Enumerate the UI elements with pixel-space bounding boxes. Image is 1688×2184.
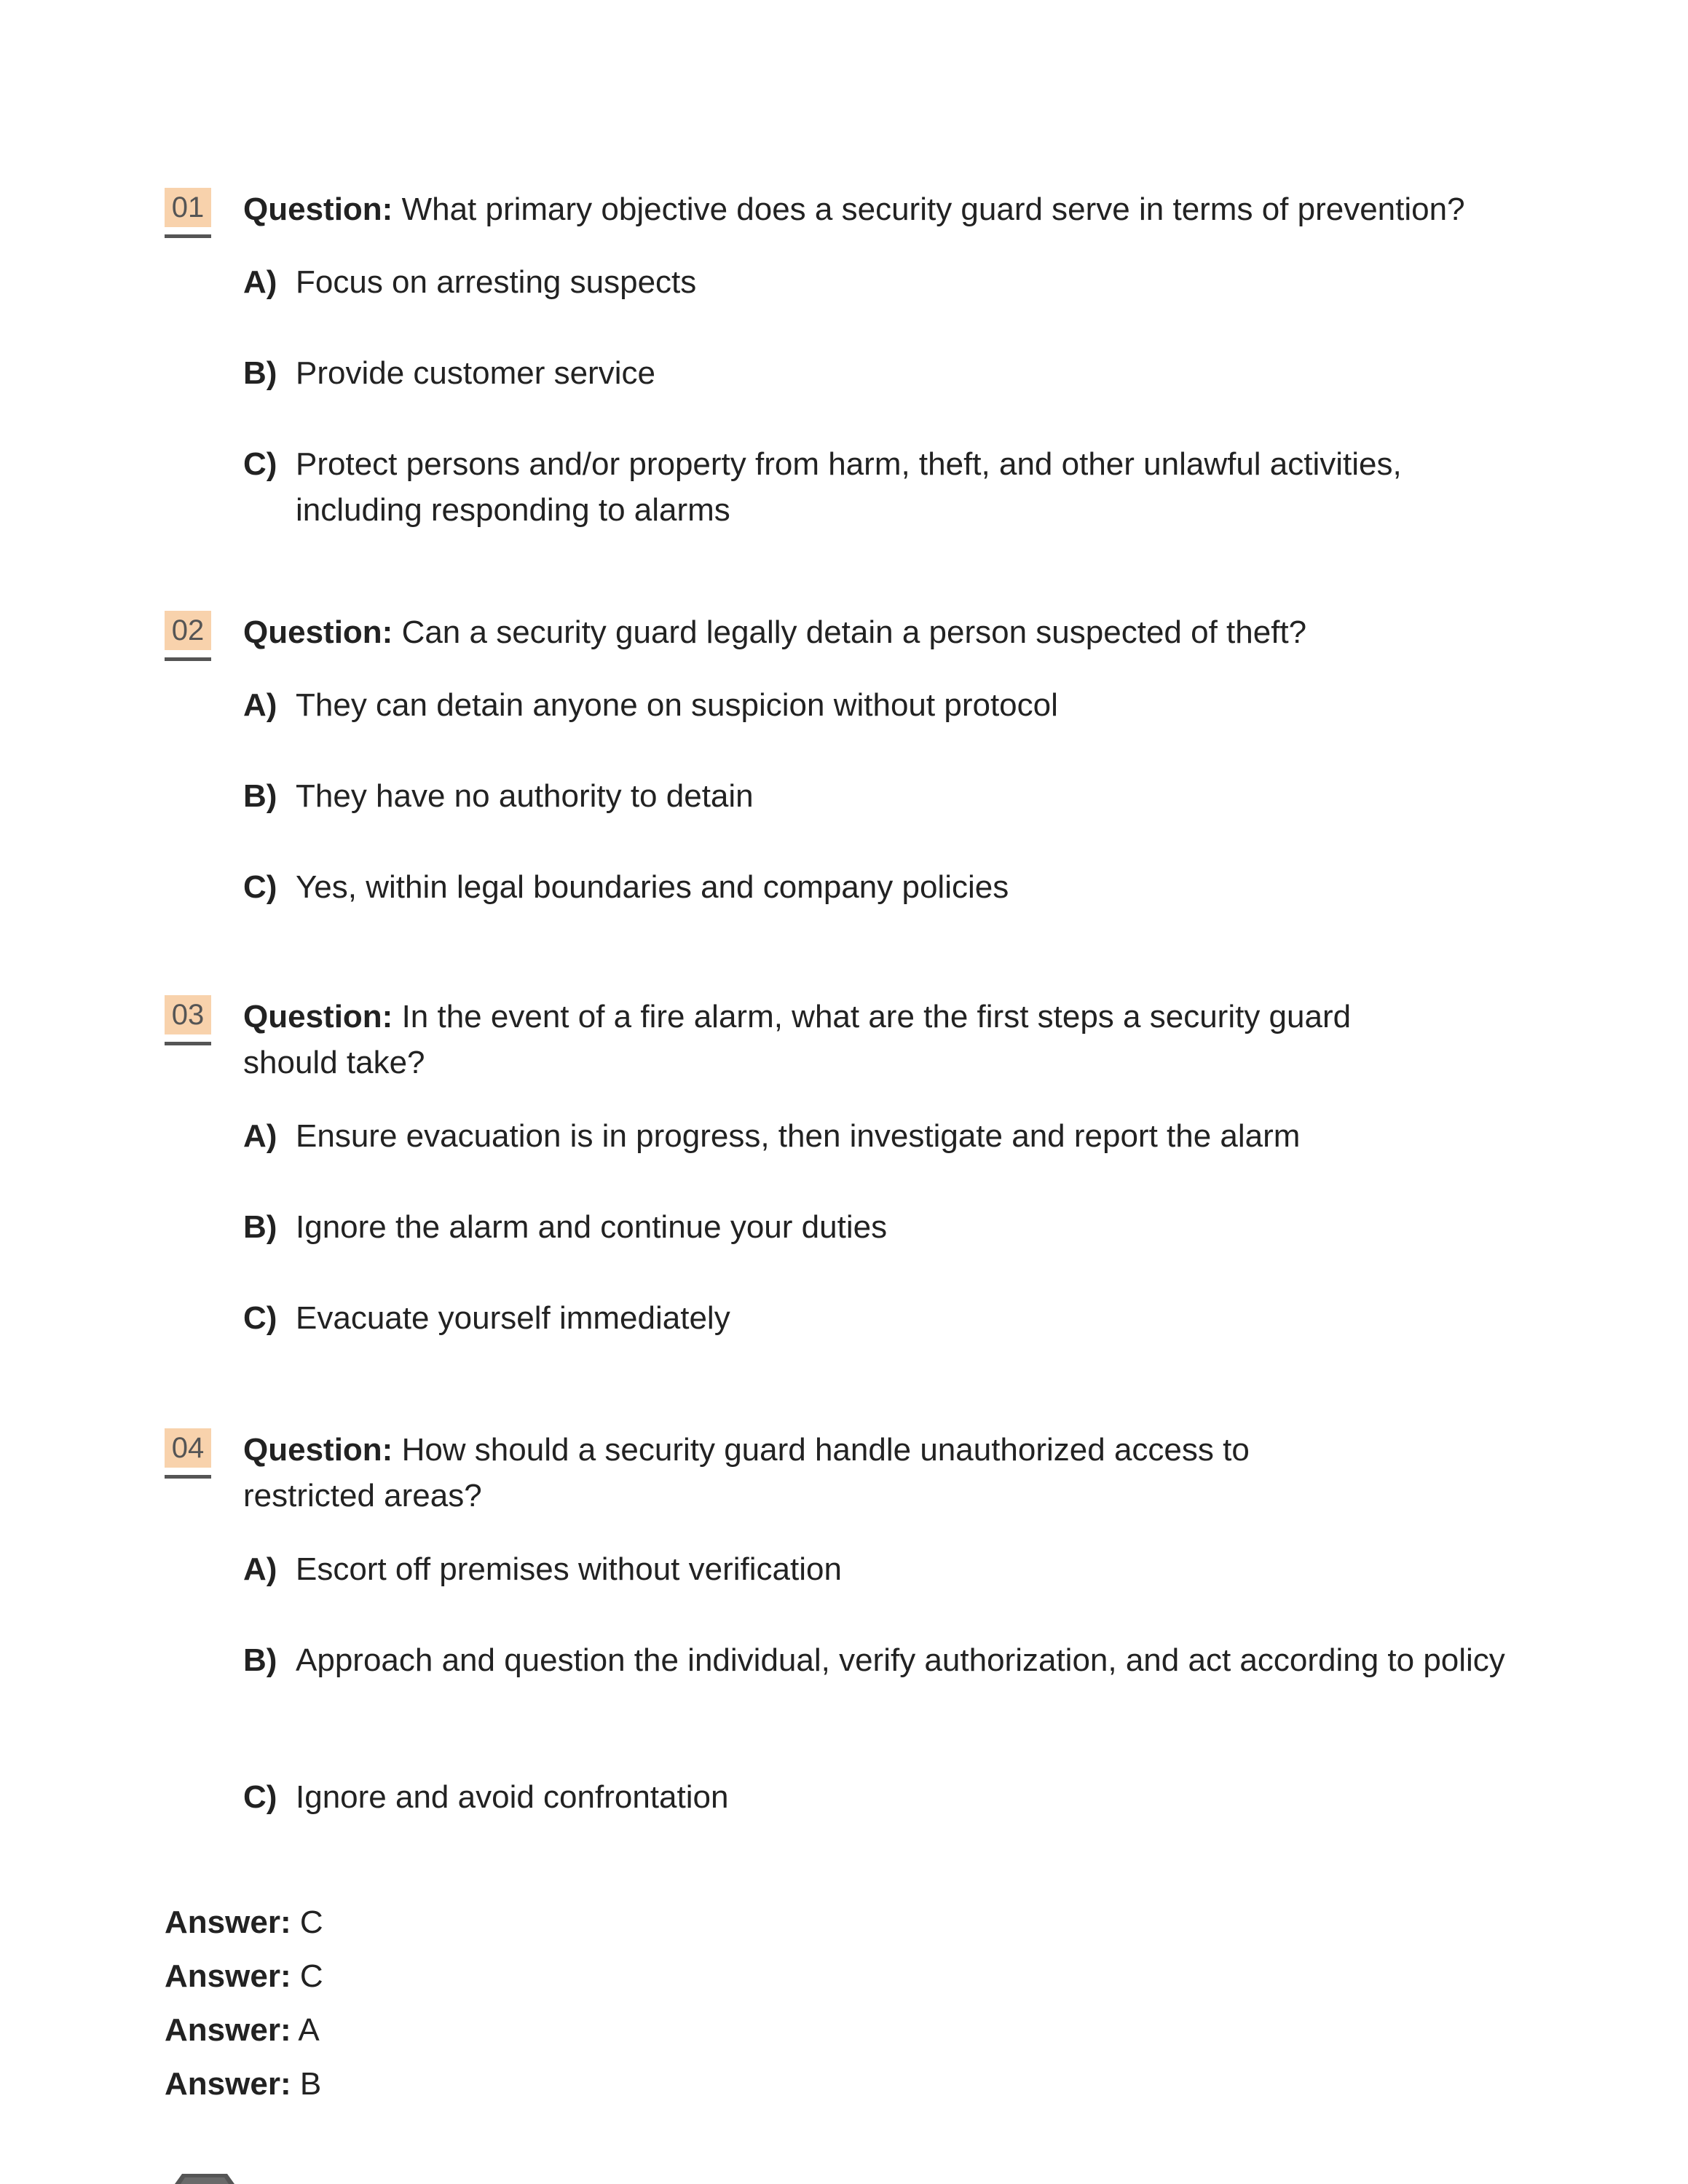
- question-body: What primary objective does a security guard serve in terms of prevention?: [401, 191, 1465, 227]
- option-a: [243, 259, 1627, 305]
- answer-value: C: [299, 1904, 323, 1940]
- option-c: [243, 1774, 1627, 1820]
- question-number-underline: [165, 1042, 211, 1045]
- option-letter: B): [243, 1642, 277, 1678]
- answer-line-3: [165, 2007, 320, 2053]
- question-number-badge: 04: [165, 1428, 211, 1468]
- question-number-underline: [165, 657, 211, 661]
- option-c: [243, 441, 1627, 533]
- option-letter: C): [243, 1779, 277, 1815]
- question-text: [243, 994, 1437, 1085]
- option-letter: B): [243, 1209, 277, 1245]
- answer-label: Answer:: [165, 2066, 291, 2102]
- option-text: They can detain anyone on suspicion without protocol: [296, 687, 1058, 723]
- option-c: [243, 1295, 1627, 1341]
- question-number-underline: [165, 234, 211, 238]
- answer-value: B: [299, 2066, 322, 2102]
- question-text: [243, 1427, 1350, 1519]
- question-number-badge: 03: [165, 995, 211, 1034]
- answer-value: A: [298, 2012, 320, 2048]
- option-c: [243, 864, 1627, 910]
- question-label: Question:: [243, 999, 393, 1034]
- option-text: Approach and question the individual, verify authorization, and act according to policy: [296, 1642, 1505, 1678]
- option-letter: C): [243, 446, 277, 482]
- question-text: [243, 186, 1685, 232]
- answer-line-1: [165, 1899, 323, 1945]
- answer-line-4: [165, 2061, 321, 2107]
- answer-line-2: [165, 1953, 323, 1999]
- option-text: Ignore and avoid confrontation: [296, 1779, 729, 1815]
- option-letter: A): [243, 264, 277, 300]
- option-text: Yes, within legal boundaries and company policies: [296, 869, 1009, 905]
- question-number-badge: 02: [165, 611, 211, 650]
- question-text: [243, 609, 1685, 655]
- question-number-underline: [165, 1475, 211, 1479]
- option-text: Escort off premises without verification: [296, 1551, 842, 1587]
- option-letter: C): [243, 869, 277, 905]
- option-b: [243, 350, 1627, 396]
- question-number-badge: 01: [165, 188, 211, 227]
- question-label: Question:: [243, 1432, 393, 1468]
- option-b: [243, 773, 1627, 819]
- question-body: In the event of a fire alarm, what are the first steps a security guard should take?: [243, 999, 1352, 1080]
- option-text: Protect persons and/or property from harm, theft, and other unlawful activities, including responding to alarms: [296, 446, 1402, 528]
- question-body: Can a security guard legally detain a person suspected of theft?: [401, 614, 1307, 650]
- option-text: Ignore the alarm and continue your duties: [296, 1209, 888, 1245]
- option-letter: B): [243, 778, 277, 814]
- option-letter: A): [243, 1118, 277, 1154]
- option-letter: A): [243, 687, 277, 723]
- option-a: [243, 1546, 1627, 1592]
- option-letter: A): [243, 1551, 277, 1587]
- option-a: [243, 1113, 1627, 1159]
- option-text: Evacuate yourself immediately: [296, 1300, 730, 1336]
- answer-label: Answer:: [165, 1958, 291, 1994]
- option-text: Provide customer service: [296, 355, 655, 391]
- answer-label: Answer:: [165, 2012, 291, 2048]
- option-b: [243, 1637, 1627, 1683]
- option-a: [243, 682, 1627, 728]
- question-label: Question:: [243, 191, 393, 227]
- question-label: Question:: [243, 614, 393, 650]
- option-text: Focus on arresting suspects: [296, 264, 697, 300]
- question-body: How should a security guard handle unauthorized access to restricted areas?: [243, 1432, 1250, 1514]
- answer-value: C: [299, 1958, 323, 1994]
- option-b: [243, 1204, 1627, 1250]
- option-letter: B): [243, 355, 277, 391]
- logo-icon: [165, 2172, 245, 2184]
- option-text: Ensure evacuation is in progress, then investigate and report the alarm: [296, 1118, 1301, 1154]
- answer-label: Answer:: [165, 1904, 291, 1940]
- option-text: They have no authority to detain: [296, 778, 754, 814]
- option-letter: C): [243, 1300, 277, 1336]
